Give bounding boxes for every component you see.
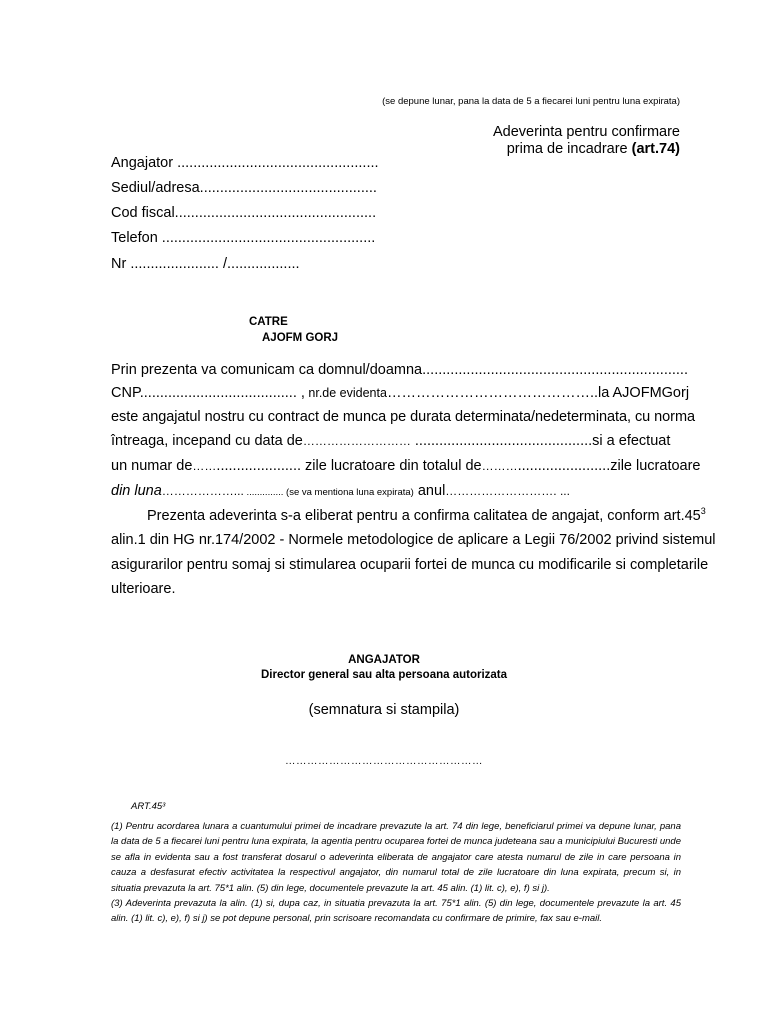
- recipient-label: CATRE: [249, 316, 288, 328]
- recipient-block: [249, 314, 338, 346]
- employer-field: Angajator ..................................................: [111, 155, 379, 171]
- record-number-field: ……………………………………..la AJOFMGorj: [386, 385, 690, 401]
- body-line-5: [111, 458, 701, 474]
- fiscal-code-field: Cod fiscal..................................................: [111, 205, 377, 221]
- days-worked-dots: ……: [192, 459, 217, 473]
- start-date-field: ............................................si a efectuat: [410, 433, 671, 449]
- body-line-1: Prin prezenta va comunicam ca domnul/doamna..................................................................: [111, 362, 688, 378]
- body-para2-line-2: alin.1 din HG nr.174/2002 - Normele metodologice de aplicare a Legii 76/2002 privind sistemul: [111, 532, 716, 548]
- para2-text: Prezenta adeverinta s-a eliberat pentru a confirma calitatea de angajat, conform art.45: [147, 508, 701, 524]
- footnote-text: [111, 819, 681, 927]
- year-label: anul: [413, 483, 446, 499]
- title-line-2-text: prima de incadrare: [506, 141, 632, 157]
- body-line-2: [111, 385, 689, 401]
- body-para2-line-3: asigurarilor pentru somaj si stimularea ocuparii fortei de munca cu modificarile si completarile: [111, 557, 709, 573]
- start-date-dots: ………………………: [302, 434, 411, 448]
- month-dots: ………………...: [161, 484, 244, 498]
- recipient-agency: AJOFM GORJ: [262, 332, 339, 344]
- registration-number-field: Nr ...................... /..................: [111, 256, 300, 272]
- footnote-paragraph-1: (1) Pentru acordarea lunara a cuantumului primei de incadrare prevazute la art. 74 din lege, beneficiarul primei va depune lunar, pana la data de 5 a fiecarei luni pentru luna expirata, la agentia pentru ocuparea fortei de munca judeteana sau a municipiului Bucuresti unde se afla in evidenta sau a fost transferat dosarul o adeverinta eliberata de angajator care atesta numarul de zile in care persoana in cauza a desfasurat efectiv activitatea la respectivul angajator, din numarul total de zile lucratoare din luna expirata, precum si, in situatia prevazuta la art. 75*1 alin. (5) din lege, documentele prevazute la art. 45 alin. (1) lit. c), e), f) si j).: [111, 821, 681, 894]
- signature-subtitle: Director general sau alta persoana autorizata: [260, 669, 508, 681]
- days-worked-label: un numar de: [111, 458, 193, 474]
- title-line-1: Adeverinta pentru confirmare: [493, 124, 680, 140]
- signature-title: ANGAJATOR: [348, 654, 420, 666]
- body-para2-line-1: [147, 508, 706, 524]
- total-days-field: .......................zile lucratoare: [517, 458, 701, 474]
- month-label: din luna: [111, 483, 162, 499]
- month-hint: .............. (se va mentiona luna expirata): [243, 487, 414, 498]
- record-number-label: nr.de evidenta: [304, 386, 387, 400]
- address-field: Sediul/adresa............................................: [111, 180, 377, 196]
- cnp-field: CNP....................................... ,: [111, 385, 305, 401]
- article-reference: (art.74): [631, 141, 680, 157]
- article-superscript: 3: [700, 506, 706, 517]
- body-line-6: [111, 483, 570, 499]
- start-date-label: întreaga, incepand cu data de: [111, 433, 303, 449]
- body-para2-line-4: ulterioare.: [111, 581, 176, 597]
- signature-hint: (semnatura si stampila): [308, 702, 460, 718]
- footnote-heading: ART.45³: [131, 801, 166, 812]
- body-line-4: [111, 433, 670, 449]
- phone-field: Telefon .....................................................: [111, 230, 376, 246]
- total-days-dots: ………: [481, 459, 518, 473]
- submission-note: (se depune lunar, pana la data de 5 a fiecarei luni pentru luna expirata): [382, 96, 680, 107]
- year-field: ………………………. ...: [445, 484, 570, 498]
- signature-line: ………………………………………………: [285, 755, 483, 767]
- title-line-2: [493, 141, 680, 158]
- footnote-paragraph-3: (3) Adeverinta prevazuta la alin. (1) si, dupa caz, in situatia prevazuta la art. 75*1 alin. (5) din lege, documentele prevazute la art. 45 alin. (1) lit. c), e), f) si j) se pot depune personal, prin scrisoare recomandata cu confirmare de primire, fax sau e-mail.: [111, 898, 681, 925]
- body-line-3: este angajatul nostru cu contract de munca pe durata determinata/nedeterminata, cu norma: [111, 409, 696, 425]
- document-title: [493, 124, 680, 158]
- days-worked-field: ..................... zile lucratoare din totalul de: [216, 458, 482, 474]
